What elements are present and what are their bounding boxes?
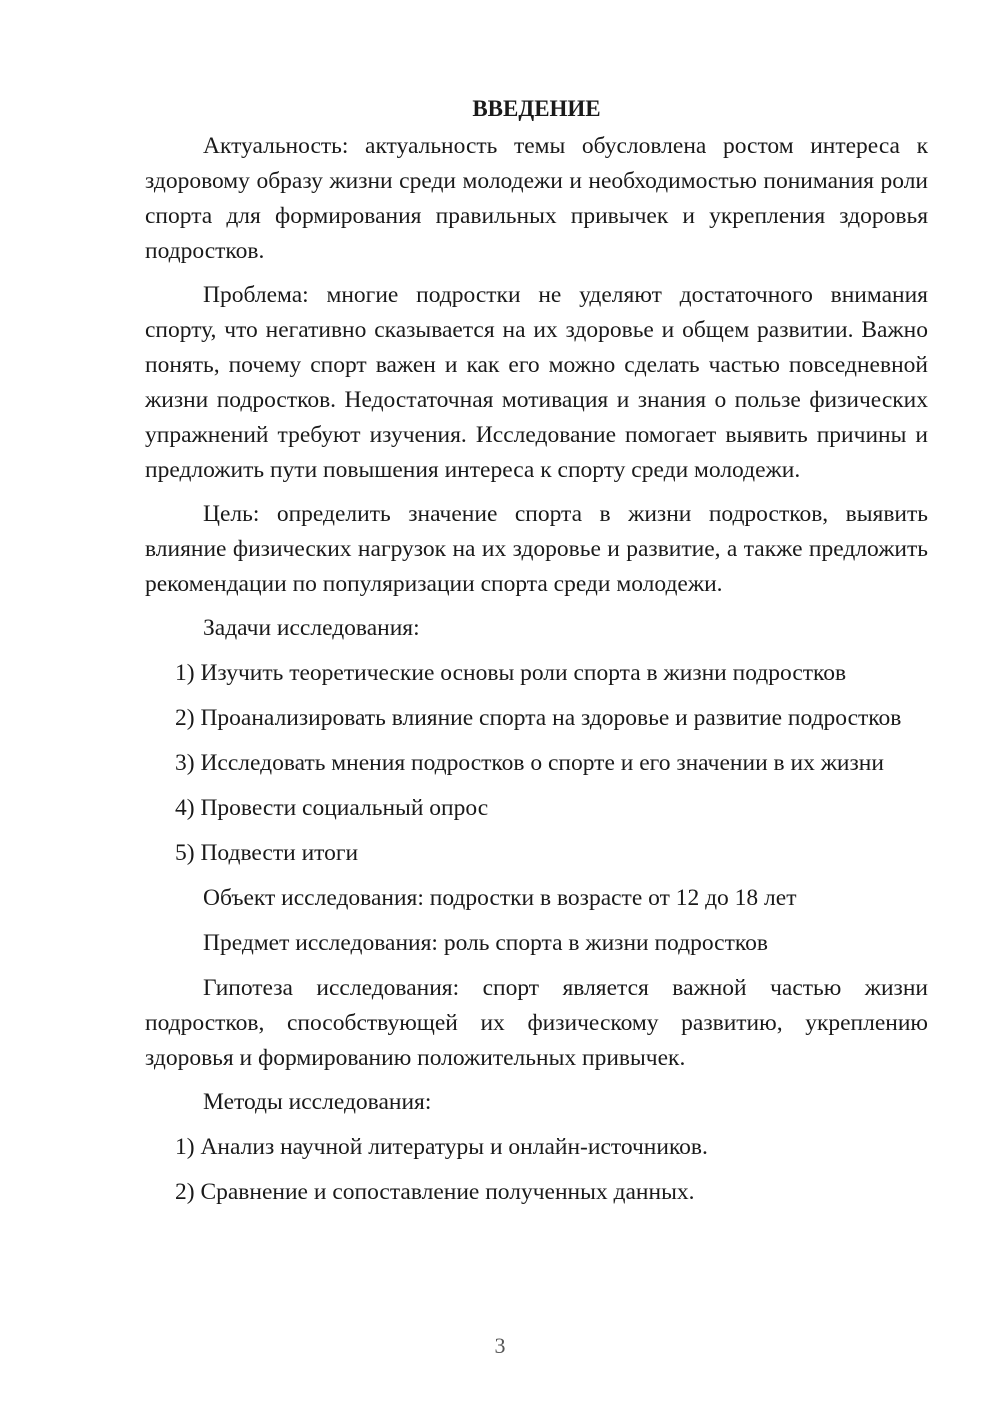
problem-paragraph: Проблема: многие подростки не уделяют достаточного внимания спорту, что негативно сказывается на их здоровье и общем развитии. Важно понять, почему спорт важен и как его можно сделать частью повседневной жизни подростков. Недостаточная мотивация и знания о пользе физических упражнений требуют изучения. Исследование помогает выявить причины и предложить пути повышения интереса к спорту среди молодежи. xyxy=(145,282,928,483)
hypothesis-paragraph: Гипотеза исследования: спорт является важной частью жизни подростков, способствующей их физическому развитию, укреплению здоровья и формированию положительных привычек. xyxy=(145,975,928,1071)
method-item: 1) Анализ научной литературы и онлайн-источников. xyxy=(175,1134,708,1160)
goal-paragraph: Цель: определить значение спорта в жизни подростков, выявить влияние физических нагрузок на их здоровье и развитие, а также предложить рекомендации по популяризации спорта среди молодежи. xyxy=(145,501,928,597)
section-title: ВВЕДЕНИЕ xyxy=(472,96,601,121)
tasks-heading: Задачи исследования: xyxy=(203,615,420,641)
methods-heading: Методы исследования: xyxy=(203,1089,432,1115)
subject-line: Предмет исследования: роль спорта в жизни подростков xyxy=(203,930,768,956)
method-item: 2) Сравнение и сопоставление полученных данных. xyxy=(175,1179,695,1205)
page-number: 3 xyxy=(494,1333,506,1358)
task-item: 5) Подвести итоги xyxy=(175,840,359,866)
page-content xyxy=(145,94,928,1220)
task-item: 3) Исследовать мнения подростков о спорте и его значении в их жизни xyxy=(175,750,884,776)
object-line: Объект исследования: подростки в возрасте от 12 до 18 лет xyxy=(203,885,797,911)
relevance-paragraph: Актуальность: актуальность темы обусловлена ростом интереса к здоровому образу жизни среди молодежи и необходимостью понимания роли спорта для формирования правильных привычек и укрепления здоровья подростков. xyxy=(145,133,928,264)
task-item: 1) Изучить теоретические основы роли спорта в жизни подростков xyxy=(175,660,847,686)
task-item: 2) Проанализировать влияние спорта на здоровье и развитие подростков xyxy=(175,705,902,731)
task-item: 4) Провести социальный опрос xyxy=(175,795,489,821)
